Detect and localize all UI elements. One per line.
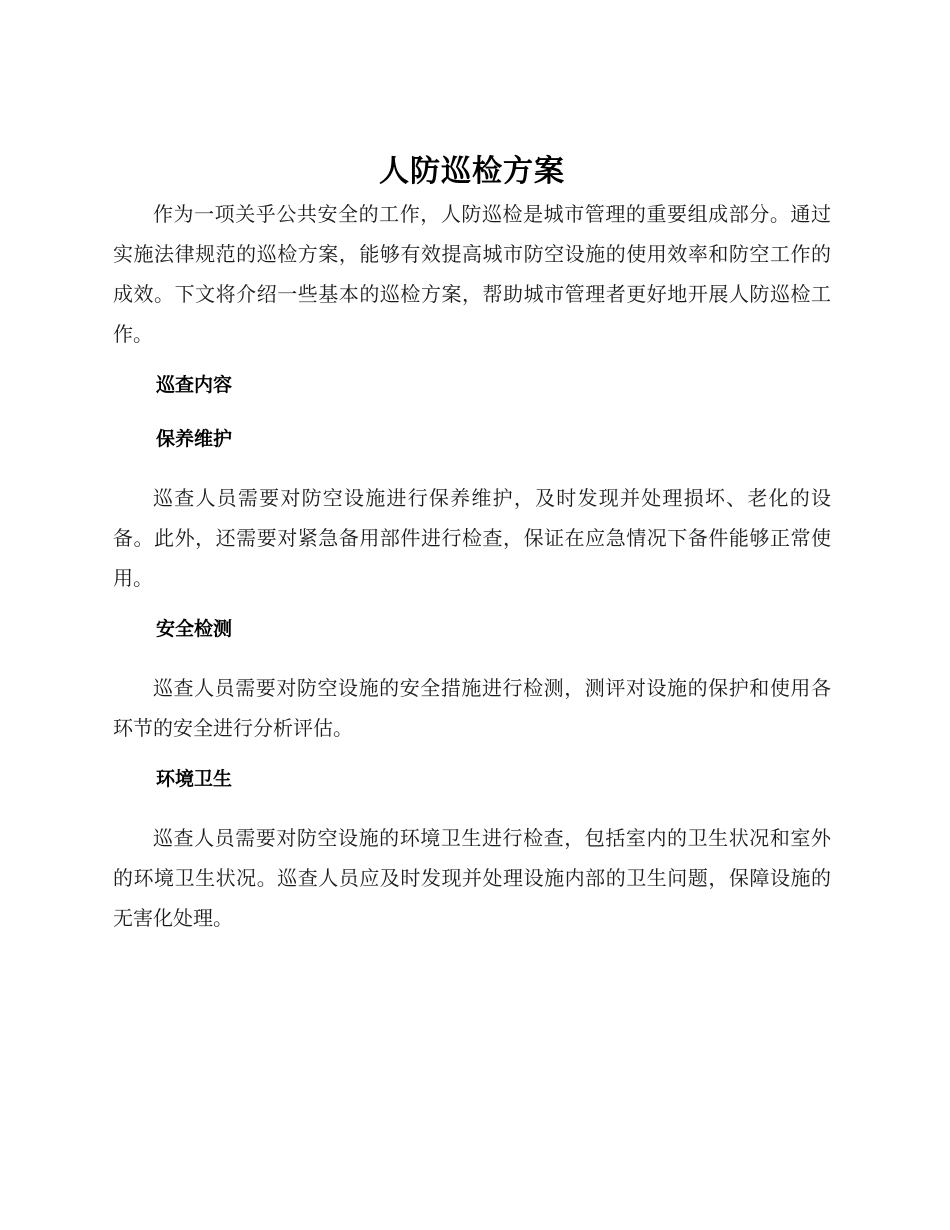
section-heading-safety-inspection: 安全检测 — [156, 618, 233, 640]
intro-paragraph: 作为一项关乎公共安全的工作，人防巡检是城市管理的重要组成部分。通过实施法律规范的巡检方案，能够有效提高城市防空设施的使用效率和防空工作的成效。下文将介绍一些基本的巡检方案，帮助城市管理者更好地开展人防巡检工作。 — [113, 202, 831, 346]
section-body-safety-inspection: 巡查人员需要对防空设施的安全措施进行检测，测评对设施的保护和使用各环节的安全进行分析评估。 — [113, 676, 831, 740]
spacer — [113, 400, 831, 424]
spacer — [113, 598, 831, 614]
section-heading-inspection-content: 巡查内容 — [156, 374, 233, 396]
spacer — [113, 354, 831, 370]
document-title: 人防巡检方案 — [379, 154, 565, 189]
section-heading-maintenance: 保养维护 — [156, 428, 233, 450]
spacer — [113, 644, 831, 668]
spacer — [113, 794, 831, 818]
section-body-environmental-hygiene: 巡查人员需要对防空设施的环境卫生进行检查，包括室内的卫生状况和室外的环境卫生状况。巡查人员应及时发现并处理设施内部的卫生问题，保障设施的无害化处理。 — [113, 826, 831, 930]
document-page — [113, 150, 831, 938]
section-body-maintenance: 巡查人员需要对防空设施进行保养维护，及时发现并处理损坏、老化的设备。此外，还需要对紧急备用部件进行检查，保证在应急情况下备件能够正常使用。 — [113, 486, 831, 590]
spacer — [113, 748, 831, 764]
spacer — [113, 454, 831, 478]
section-heading-environmental-hygiene: 环境卫生 — [156, 768, 233, 790]
